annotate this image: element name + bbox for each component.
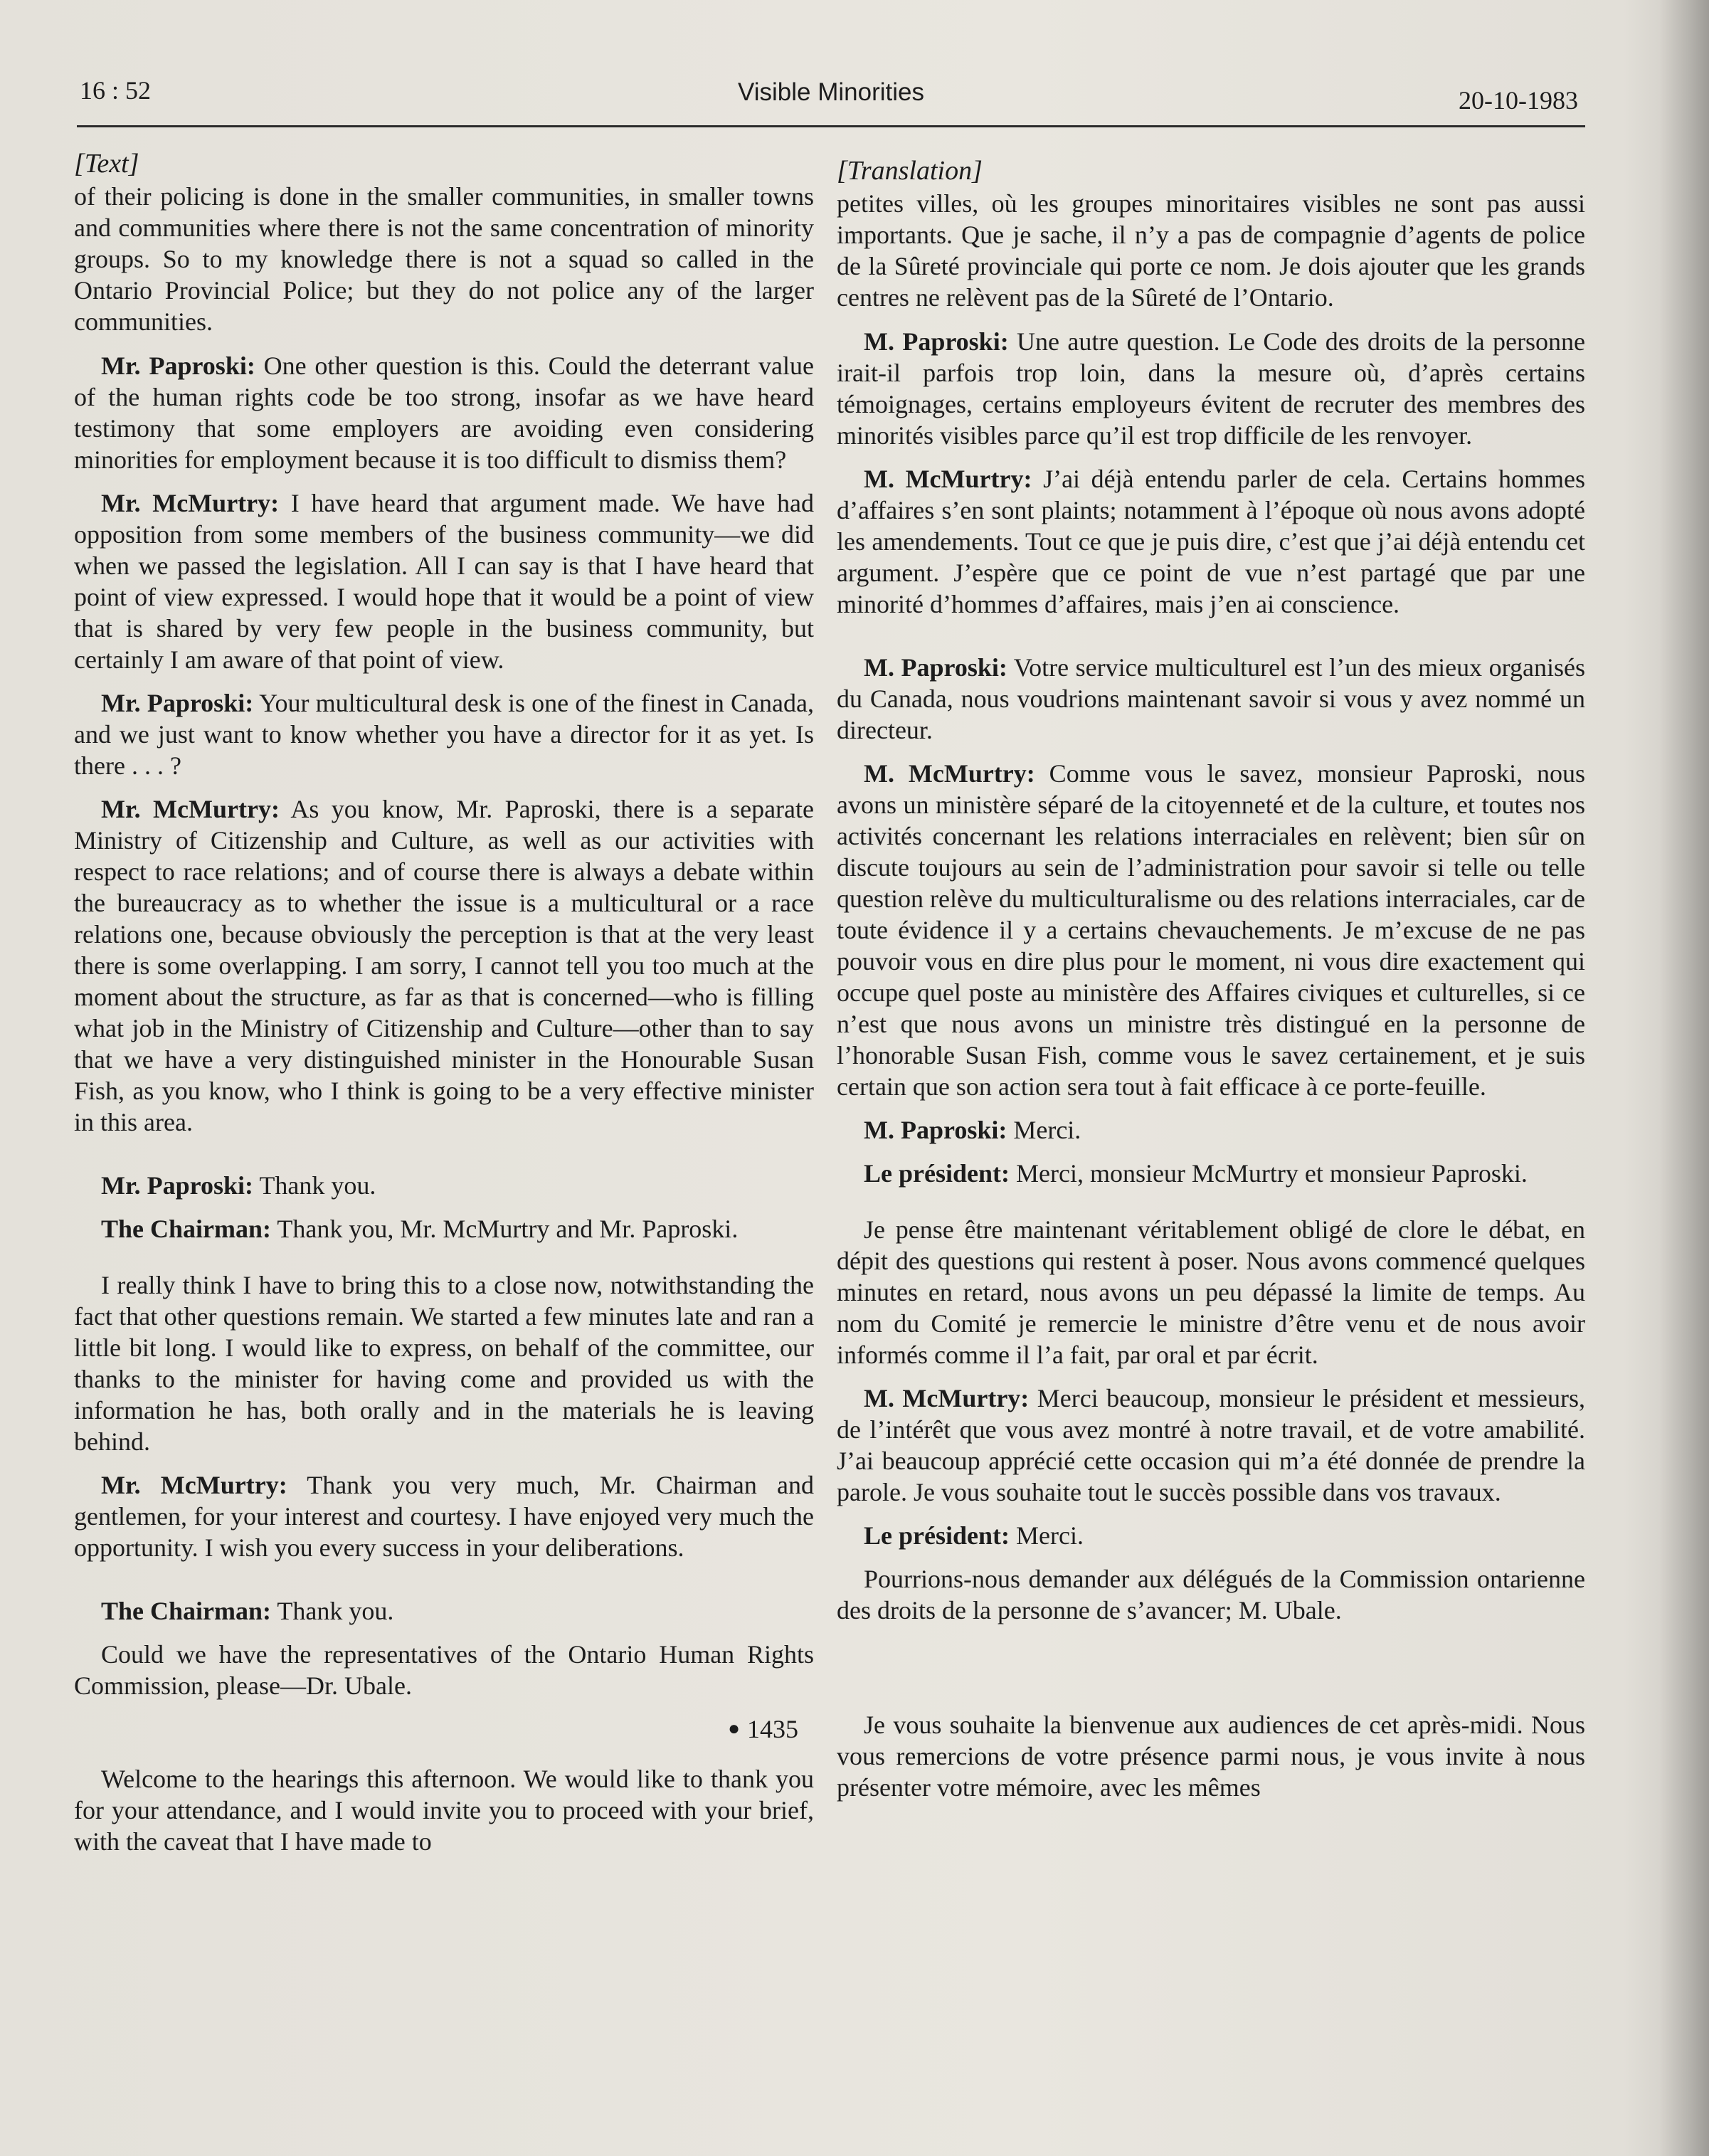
header-date: 20-10-1983 [1459,86,1578,115]
speech-text: One other question is this. Could the deterrant value of the human rights code be too strong, insofar as we have heard testimony that some employers are avoiding even considering minorities for employment because it is too difficult to dismiss them? [74,352,814,474]
speaker-paragraph [837,1114,1585,1146]
speaker-paragraph [74,487,814,675]
speech-text: Merci. [1007,1116,1081,1144]
speaker-name: Le président: [864,1159,1010,1188]
speech-text: Thank you very much, Mr. Chairman and gentlemen, for your interest and courtesy. I have enjoyed very much the opportunity. I wish you every success in your deliberations. [74,1471,814,1562]
page-edge-shadow [1659,0,1709,2156]
speaker-name: The Chairman: [101,1597,272,1625]
speaker-paragraph [74,1170,814,1201]
speech-text: Merci. [1009,1521,1084,1550]
speaker-name: M. Paproski: [864,327,1009,356]
paragraph: Pourrions-nous demander aux délégués de la Commission ontarienne des droits de la personne de s’avancer; M. Ubale. [837,1565,1585,1624]
time-marker [74,1713,814,1745]
speaker-paragraph [837,463,1585,620]
bullet-icon: ● [728,1718,740,1740]
paragraph: petites villes, où les groupes minoritaires visibles ne sont pas aussi importants. Que je sache, il n’y a pas de compagnie d’agents de police de la Sûreté provinciale qui porte ce nom. Je dois ajouter que les grands centres ne relèvent pas de la Sûreté de l’Ontario. [837,189,1585,312]
speech-text: Thank you. [271,1597,394,1625]
speaker-paragraph [74,1469,814,1563]
spacer [837,1638,1585,1709]
speaker-name: Mr. McMurtry: [101,1471,287,1499]
speaker-name: Le président: [864,1521,1010,1550]
speaker-name: M. Paproski: [864,1116,1007,1144]
speaker-name: M. McMurtry: [864,465,1032,493]
paragraph: Could we have the representatives of the Ontario Human Rights Commission, please—Dr. Ubale. [74,1640,814,1700]
paragraph: I really think I have to bring this to a close now, notwithstanding the fact that other questions remain. We started a few minutes late and ran a little bit long. I would like to express, on behalf of the committee, our thanks to the minister for having come and provided us with the information he has, both orally and in the materials he is leaving behind. [74,1271,814,1456]
paragraph: of their policing is done in the smaller communities, in smaller towns and communities where there is not the same concentration of minority groups. So to my knowledge there is not a squad so called in the Ontario Provincial Police; but they do not police any of the larger communities. [74,182,814,336]
text-label: [Text] [74,149,139,179]
speech-text: Une autre question. Le Code des droits de la personne irait-il parfois trop loin, dans la mesure où, d’après certains témoignages, certains employeurs évitent de recruter des membres des minorités visibles parce qu’il est trop difficile de les renvoyer. [837,327,1586,450]
speaker-paragraph [74,793,814,1138]
speech-text: As you know, Mr. Paproski, there is a separate Ministry of Citizenship and Culture, as well as our activities with respect to race relations; and of course there is always a debate within the bureaucracy as to whether the issue is a multicultural or a race relations one, because obviously the perception is that at the very least there is some overlapping. I am sorry, I cannot tell you too much at the moment about the structure, as far as that is concerned—who is filling what job in the Ministry of Citizenship and Culture—other than to say that we have a very distinguished minister in the Honourable Susan Fish, as you know, who I think is going to be a very effective minister in this area. [74,795,814,1136]
speaker-name: Mr. McMurtry: [101,489,280,517]
speaker-name: M. McMurtry: [864,759,1035,788]
spacer [74,1150,814,1170]
french-column [837,148,1585,1815]
speaker-paragraph [74,350,814,475]
speaker-name: Mr. Paproski: [101,1171,254,1200]
speaker-paragraph [837,1383,1585,1508]
speaker-name: Mr. Paproski: [101,689,254,717]
speaker-name: The Chairman: [101,1215,272,1243]
speech-text: Votre service multiculturel est l’un des mieux organisés du Canada, nous voudrions maintenant savoir si vous y avez nommé un directeur. [837,653,1585,744]
speaker-paragraph [837,1520,1585,1551]
speaker-paragraph [74,687,814,781]
speech-text: Merci beaucoup, monsieur le président et messieurs, de l’intérêt que vous avez montré à notre travail, et de votre amabilité. J’ai beaucoup apprécié cette occasion qui m’a été donnée de prendre la parole. Je vous souhaite tout le succès possible dans vos travaux. [837,1384,1585,1506]
speech-text: Merci, monsieur McMurtry et monsieur Paproski. [1009,1159,1528,1188]
english-column [74,148,814,1869]
spacer [74,1257,814,1269]
speech-text: J’ai déjà entendu parler de cela. Certains hommes d’affaires s’en sont plaints; notamment à l’époque où nous avons adopté les amendements. Tout ce que je puis dire, c’est que j’ai déjà entendu cet argument. J’espère que ce point de vue n’est partagé que par une minorité d’hommes d’affaires, mais j’en ai conscience. [837,465,1586,618]
paragraph: Je vous souhaite la bienvenue aux audiences de cet après-midi. Nous vous remercions de votre présence parmi nous, je vous invite à nous présenter votre mémoire, avec les mêmes [837,1711,1585,1802]
paragraph: Welcome to the hearings this afternoon. We would like to thank you for your attendance, and I would invite you to proceed with your brief, with the caveat that I have made to [74,1765,814,1856]
running-title: Visible Minorities [738,78,924,106]
speaker-paragraph [837,326,1585,451]
speaker-name: M. Paproski: [864,653,1007,682]
speaker-paragraph [837,758,1585,1102]
speaker-paragraph [837,652,1585,746]
page-header [77,68,1585,127]
speaker-paragraph [74,1595,814,1627]
speaker-paragraph [837,1158,1585,1189]
paragraph: Je pense être maintenant véritablement obligé de clore le débat, en dépit des questions qui restent à poser. Nous avons commencé quelques minutes en retard, nous avons un peu dépassé la limite de temps. Au nom du Comité je remercie le ministre d’être venu et de nous avoir informés comme il l’a fait, par oral et par écrit. [837,1215,1585,1369]
speaker-paragraph [74,1213,814,1245]
time-value: 1435 [747,1715,798,1743]
page-number: 16 : 52 [80,76,152,105]
speech-text: Thank you, Mr. McMurtry and Mr. Paproski. [271,1215,739,1243]
speech-text: I have heard that argument made. We have had opposition from some members of the business community—we did when we passed the legislation. All I can say is that I have heard that point of view expressed. I would hope that it would be a point of view that is shared by very few people in the business community, but certainly I am aware of that point of view. [74,489,814,674]
speech-text: Your multicultural desk is one of the finest in Canada, and we just want to know whether you have a director for it as yet. Is there . . . ? [74,689,815,780]
speaker-name: Mr. Paproski: [101,352,255,380]
spacer [837,1201,1585,1214]
spacer [74,1575,814,1595]
translation-label: [Translation] [837,156,983,186]
speaker-name: M. McMurtry: [864,1384,1030,1412]
speech-text: Comme vous le savez, monsieur Paproski, nous avons un ministère séparé de la citoyenneté et de la culture, et toutes nos activités concernant les relations interraciales en relèvent; bien sûr on discute toujours au sein de l’administration pour savoir si telle ou telle question relève du multiculturalisme ou des relations interraciales, car de toute évidence il y a certains chevauchements. Je m’excuse de ne pas pouvoir vous en dire plus pour le moment, ni vous dire exactement qui occupe quel poste au ministère des Affaires civiques et culturelles, si ce n’est que nous avons un ministre très distingué en la personne de l’honorable Susan Fish, comme vous le savez certainement, et je suis certain que son action sera tout à fait efficace à ce porte-feuille. [837,759,1586,1101]
speech-text: Thank you. [253,1171,376,1200]
speaker-name: Mr. McMurtry: [101,795,280,823]
spacer [837,632,1585,652]
